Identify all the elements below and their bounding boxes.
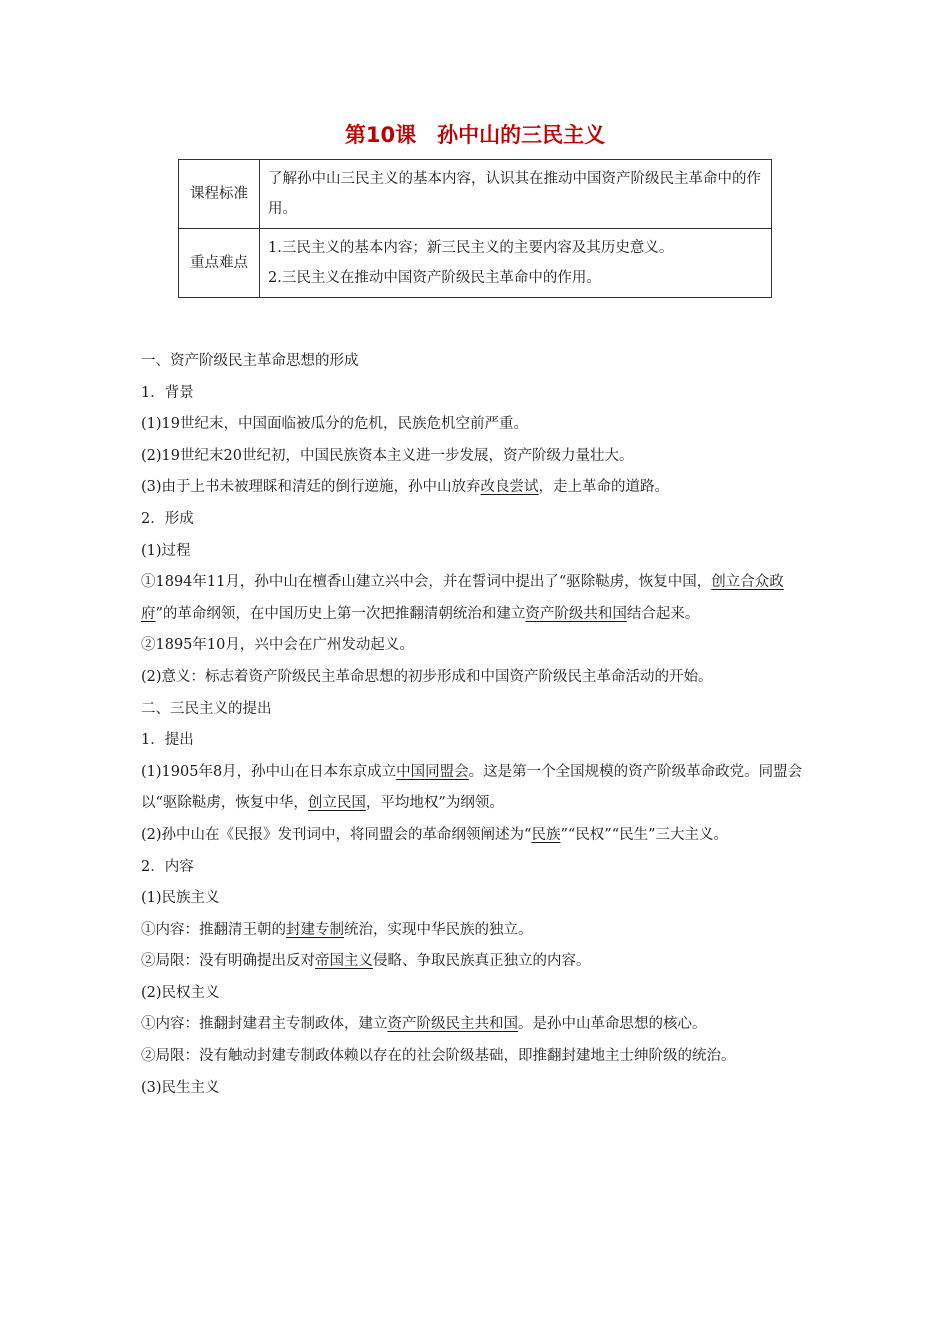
paragraph: (1)19世纪末，中国面临被瓜分的危机，民族危机空前严重。 <box>141 416 528 433</box>
subheading: 2．内容 <box>141 858 194 875</box>
subheading: 2．形成 <box>141 510 194 527</box>
paragraph: ①内容：推翻封建君主专制政体，建立资产阶级民主共和国。是孙中山革命思想的核心。 <box>141 1016 707 1033</box>
subheading: 1．背景 <box>141 384 194 401</box>
subheading: 1．提出 <box>141 732 194 749</box>
row-label-standards: 课程标准 <box>179 160 260 229</box>
paragraph: (1)1905年8月，孙中山在日本东京成立中国同盟会。这是第一个全国规模的资产阶级革命政党。同盟会以“驱除鞑虏，恢复中华，创立民国，平均地权”为纲领。 <box>141 763 803 812</box>
underlined-term: 创立民国 <box>307 795 366 812</box>
row-content-key-points <box>260 229 772 298</box>
paragraph: ②局限：没有触动封建专制政体赖以存在的社会阶级基础，即推翻封建地主士绅阶级的统治。 <box>141 1048 736 1065</box>
underlined-term: 资产阶级共和国 <box>525 605 627 622</box>
subheading: (3)民生主义 <box>141 1079 220 1096</box>
table-row <box>179 229 772 298</box>
row-content-standards: 了解孙中山三民主义的基本内容，认识其在推动中国资产阶级民主革命中的作用。 <box>260 160 772 229</box>
body-text <box>141 346 811 1104</box>
paragraph: (2)19世纪末20世纪初，中国民族资本主义进一步发展，资产阶级力量壮大。 <box>141 447 634 464</box>
underlined-term: 封建专制 <box>286 921 344 938</box>
subheading: (1)民族主义 <box>141 890 220 907</box>
key-point-1: 1.三民主义的基本内容；新三民主义的主要内容及其历史意义。 <box>268 240 674 256</box>
underlined-term: 民族 <box>531 826 561 843</box>
paragraph: (3)由于上书未被理睬和清廷的倒行逆施，孙中山放弃改良尝试，走上革命的道路。 <box>141 479 670 496</box>
standards-table <box>178 159 772 298</box>
paragraph: ①内容：推翻清王朝的封建专制统治，实现中华民族的独立。 <box>141 921 533 938</box>
underlined-term: 创立合众政府 <box>141 574 784 622</box>
subheading: (2)民权主义 <box>141 984 220 1001</box>
section-heading: 一、资产阶级民主革命思想的形成 <box>141 353 359 369</box>
section-heading: 二、三民主义的提出 <box>141 700 272 717</box>
page-title: 第10课 孙中山的三民主义 <box>344 123 606 147</box>
underlined-term: 改良尝试 <box>480 479 539 496</box>
key-point-2: 2.三民主义在推动中国资产阶级民主革命中的作用。 <box>268 270 601 286</box>
row-label-key-points: 重点难点 <box>179 229 260 298</box>
paragraph: ②1895年10月，兴中会在广州发动起义。 <box>141 637 414 654</box>
paragraph: ①1894年11月，孙中山在檀香山建立兴中会，并在誓词中提出了“驱除鞑虏，恢复中国，创立合众政府”的革命纲领，在中国历史上第一次把推翻清朝统治和建立资产阶级共和国结合起来。 <box>141 574 784 622</box>
underlined-term: 中国同盟会 <box>396 763 469 780</box>
paragraph: ②局限：没有明确提出反对帝国主义侵略、争取民族真正独立的内容。 <box>141 953 591 970</box>
underlined-term: 资产阶级民主共和国 <box>387 1016 518 1033</box>
paragraph: (2)意义：标志着资产阶级民主革命思想的初步形成和中国资产阶级民主革命活动的开始。 <box>141 668 713 685</box>
subheading: (1)过程 <box>141 542 191 559</box>
paragraph: (2)孙中山在《民报》发刊词中，将同盟会的革命纲领阐述为“民族”“民权”“民生”三大主义。 <box>141 826 729 843</box>
table-row <box>179 160 772 229</box>
underlined-term: 帝国主义 <box>315 953 373 970</box>
